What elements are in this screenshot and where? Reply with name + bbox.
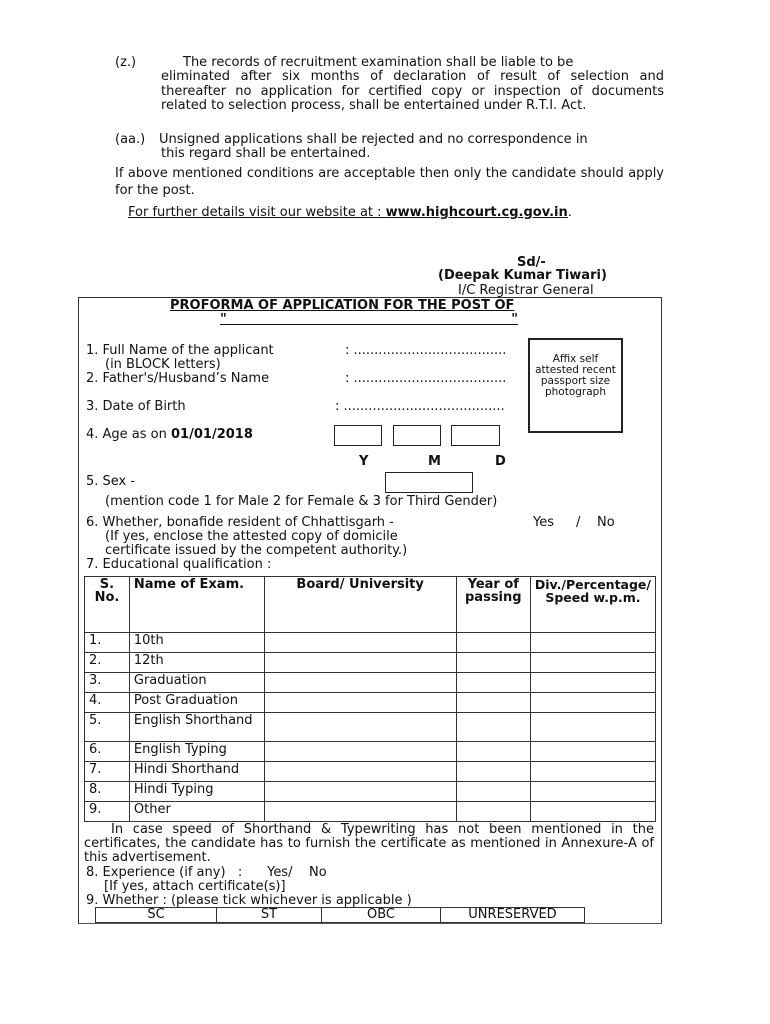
- photo-instruction: Affix self attested recent passport size photograph: [535, 353, 616, 398]
- age-months-box[interactable]: [393, 425, 441, 446]
- row-sno: 3.: [85, 673, 130, 693]
- division-cell[interactable]: [530, 653, 655, 673]
- row-exam: Hindi Typing: [129, 782, 264, 802]
- category-table: [95, 907, 585, 923]
- table-row: [85, 713, 656, 742]
- division-cell[interactable]: [530, 713, 655, 742]
- row-sno: 2.: [85, 653, 130, 673]
- division-cell[interactable]: [530, 762, 655, 782]
- year-cell[interactable]: [456, 693, 530, 713]
- resident-label: 6. Whether, bonafide resident of Chhattisgarh -: [86, 515, 394, 530]
- division-cell[interactable]: [530, 782, 655, 802]
- division-cell[interactable]: [530, 633, 655, 653]
- row-sno: 8.: [85, 782, 130, 802]
- year-cell[interactable]: [456, 673, 530, 693]
- row-exam: 12th: [129, 653, 264, 673]
- age-m-label: M: [428, 454, 441, 469]
- age-y-label: Y: [359, 454, 369, 469]
- clause-aa-text: this regard shall be entertained.: [161, 146, 371, 162]
- age-days-box[interactable]: [451, 425, 500, 446]
- education-header-row: [85, 577, 656, 633]
- education-table: [84, 576, 656, 822]
- quote-open: ": [220, 312, 227, 327]
- row-exam: 10th: [129, 633, 264, 653]
- row-sno: 4.: [85, 693, 130, 713]
- speed-note: In case speed of Shorthand & Typewriting has not been mentioned in the certificates, the candidate has to furnish the certificate as mentioned in Annexure-A of this advertisement.: [84, 822, 654, 866]
- education-label: 7. Educational qualification :: [86, 557, 272, 572]
- full-name-label: 1. Full Name of the applicant: [86, 343, 274, 358]
- header-board: Board/ University: [264, 577, 456, 633]
- experience-label: 8. Experience (if any) : Yes/ No: [86, 865, 327, 880]
- header-exam: Name of Exam.: [129, 577, 264, 633]
- quote-close: ": [511, 312, 518, 327]
- proforma-title: PROFORMA OF APPLICATION FOR THE POST OF: [170, 298, 515, 313]
- conditions-paragraph: If above mentioned conditions are acceptable then only the candidate should apply for the post.: [115, 166, 664, 198]
- table-row: [85, 633, 656, 653]
- header-sno: S. No.: [85, 577, 130, 633]
- table-row: [85, 782, 656, 802]
- board-cell[interactable]: [264, 653, 456, 673]
- row-sno: 7.: [85, 762, 130, 782]
- year-cell[interactable]: [456, 653, 530, 673]
- year-cell[interactable]: [456, 802, 530, 822]
- sex-code-box[interactable]: [385, 472, 473, 493]
- board-cell[interactable]: [264, 802, 456, 822]
- signature-designation: I/C Registrar General: [458, 283, 594, 298]
- year-cell[interactable]: [456, 762, 530, 782]
- row-sno: 1.: [85, 633, 130, 653]
- full-name-field[interactable]: : .....................................: [345, 343, 507, 358]
- dob-field[interactable]: : .......................................: [335, 399, 505, 414]
- resident-yes[interactable]: Yes: [533, 515, 554, 530]
- website-link[interactable]: www.highcourt.cg.gov.in: [385, 205, 568, 220]
- website-prefix: For further details visit our website at :: [128, 205, 386, 220]
- year-cell[interactable]: [456, 713, 530, 742]
- row-sno: 6.: [85, 742, 130, 762]
- experience-note: [If yes, attach certificate(s)]: [104, 879, 286, 894]
- board-cell[interactable]: [264, 742, 456, 762]
- signature-name: (Deepak Kumar Tiwari): [438, 268, 607, 283]
- row-exam: Graduation: [129, 673, 264, 693]
- clause-z-first-line: The records of recruitment examination shall be liable to be: [183, 55, 574, 70]
- board-cell[interactable]: [264, 762, 456, 782]
- table-row: [85, 693, 656, 713]
- table-row: [85, 762, 656, 782]
- clause-aa-first-line: Unsigned applications shall be rejected and no correspondence in: [159, 132, 588, 147]
- website-line: [128, 206, 572, 220]
- table-row: [85, 742, 656, 762]
- full-name-sublabel: (in BLOCK letters): [105, 357, 221, 372]
- father-name-label: 2. Father's/Husband’s Name: [86, 371, 270, 386]
- clause-aa-label: (aa.): [115, 132, 146, 147]
- header-year: Year of passing: [456, 577, 530, 633]
- sex-note: (mention code 1 for Male 2 for Female & 3 for Third Gender): [105, 494, 498, 509]
- division-cell[interactable]: [530, 742, 655, 762]
- signature-sd: Sd/-: [517, 255, 546, 270]
- row-exam: English Typing: [129, 742, 264, 762]
- division-cell[interactable]: [530, 673, 655, 693]
- category-label: 9. Whether : (please tick whichever is applicable ): [86, 893, 412, 908]
- age-label: [86, 428, 253, 442]
- division-cell[interactable]: [530, 802, 655, 822]
- post-name-line[interactable]: [220, 313, 518, 325]
- category-unreserved[interactable]: UNRESERVED: [441, 908, 585, 923]
- division-cell[interactable]: [530, 693, 655, 713]
- father-name-field[interactable]: : .....................................: [345, 371, 507, 386]
- age-years-box[interactable]: [334, 425, 382, 446]
- board-cell[interactable]: [264, 782, 456, 802]
- resident-note-2: certificate issued by the competent authority.): [105, 543, 408, 558]
- resident-no[interactable]: No: [597, 515, 615, 530]
- resident-note-1: (If yes, enclose the attested copy of domicile: [105, 529, 398, 544]
- table-row: [85, 802, 656, 822]
- year-cell[interactable]: [456, 782, 530, 802]
- resident-separator: /: [576, 515, 581, 530]
- board-cell[interactable]: [264, 673, 456, 693]
- row-exam: English Shorthand: [129, 713, 264, 742]
- board-cell[interactable]: [264, 633, 456, 653]
- age-label-text: 4. Age as on: [86, 427, 172, 442]
- board-cell[interactable]: [264, 693, 456, 713]
- clause-z-text: eliminated after six months of declaration of result of selection and thereafter no application for certified copy or inspection of documents related to selection process, shall be entertained under R.T.I. Act.: [161, 69, 664, 114]
- age-date: 01/01/2018: [171, 427, 253, 442]
- board-cell[interactable]: [264, 713, 456, 742]
- row-sno: 5.: [85, 713, 130, 742]
- year-cell[interactable]: [456, 633, 530, 653]
- year-cell[interactable]: [456, 742, 530, 762]
- category-st[interactable]: ST: [217, 908, 322, 923]
- table-row: [85, 653, 656, 673]
- row-exam: Hindi Shorthand: [129, 762, 264, 782]
- category-sc[interactable]: SC: [96, 908, 217, 923]
- row-exam: Other: [129, 802, 264, 822]
- clause-z-label: (z.): [115, 55, 137, 70]
- category-obc[interactable]: OBC: [322, 908, 441, 923]
- age-d-label: D: [495, 454, 506, 469]
- photo-box[interactable]: [528, 338, 623, 433]
- website-suffix: .: [567, 205, 572, 220]
- header-division: Div./Percentage/ Speed w.p.m.: [530, 577, 655, 633]
- dob-label: 3. Date of Birth: [86, 399, 186, 414]
- row-sno: 9.: [85, 802, 130, 822]
- row-exam: Post Graduation: [129, 693, 264, 713]
- sex-label: 5. Sex -: [86, 474, 136, 489]
- table-row: [85, 673, 656, 693]
